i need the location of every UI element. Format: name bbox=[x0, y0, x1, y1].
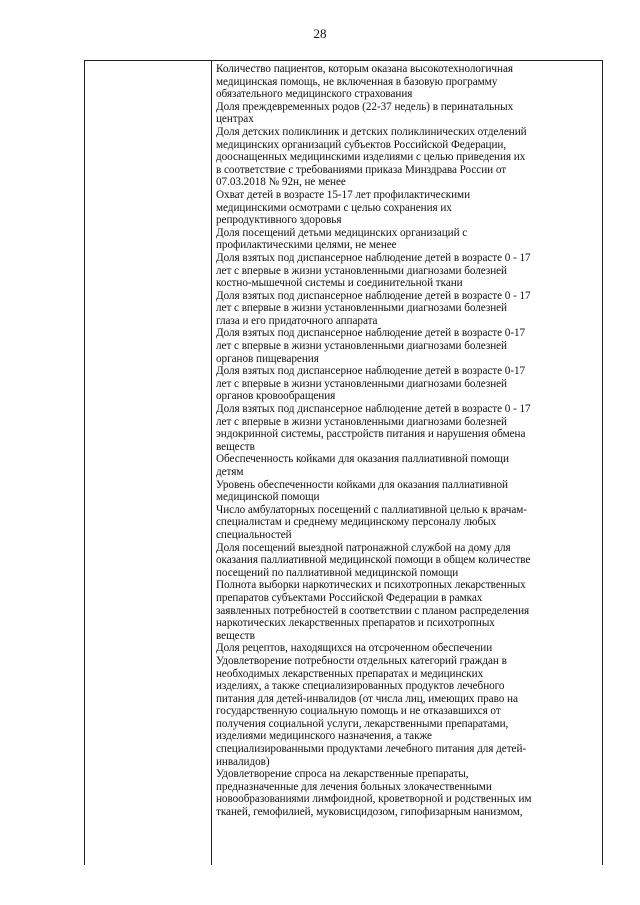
indicator-item bbox=[216, 453, 598, 478]
indicator-item bbox=[216, 227, 598, 252]
indicator-table bbox=[84, 60, 603, 865]
indicator-line: центрах bbox=[216, 113, 254, 126]
indicator-line: Обеспеченность койками для оказания паллиативной помощи bbox=[216, 453, 509, 466]
indicator-line: веществ bbox=[216, 440, 255, 453]
indicator-line: Число амбулаторных посещений с паллиативной целью к врачам- bbox=[216, 503, 527, 516]
indicator-line: костно-мышечной системы и соединительной ткани bbox=[216, 277, 463, 290]
indicator-line: глаза и его придаточного аппарата bbox=[216, 314, 378, 327]
indicator-item bbox=[216, 290, 598, 328]
empty-left-column bbox=[85, 61, 212, 865]
indicator-line: Удовлетворение спроса на лекарственные препараты, bbox=[216, 768, 469, 781]
indicator-line: Доля взятых под диспансерное наблюдение детей в возрасте 0-17 bbox=[216, 327, 526, 340]
indicator-line: детям bbox=[216, 466, 244, 478]
indicator-line: получения социальной услуги, лекарственными препаратами, bbox=[216, 717, 509, 730]
indicator-line: специальностей bbox=[216, 528, 292, 541]
indicator-line: инвалидов) bbox=[216, 755, 270, 768]
indicator-item bbox=[216, 403, 598, 453]
indicator-line: наркотических лекарственных препаратов и психотропных bbox=[216, 617, 495, 630]
indicator-line: Доля посещений детьми медицинских организаций с bbox=[216, 226, 468, 239]
indicator-item bbox=[216, 542, 598, 580]
indicator-item bbox=[216, 63, 598, 101]
indicator-line: Удовлетворение потребности отдельных категорий граждан в bbox=[216, 654, 507, 667]
indicator-line: препаратов субъектами Российской Федерации в рамках bbox=[216, 591, 483, 604]
indicator-line: органов пищеварения bbox=[216, 352, 319, 365]
indicator-line: изделиями медицинского назначения, а также bbox=[216, 730, 432, 743]
indicator-line: Количество пациентов, которым оказана высокотехнологичная bbox=[216, 63, 513, 75]
indicator-line: государственную социальную помощь и не отказавшихся от bbox=[216, 705, 501, 718]
indicator-line: Доля взятых под диспансерное наблюдение детей в возрасте 0-17 bbox=[216, 365, 526, 378]
indicator-line: специализированными продуктами лечебного питания для детей- bbox=[216, 743, 527, 756]
indicator-line: репродуктивного здоровья bbox=[216, 214, 342, 227]
indicator-line: медицинскими осмотрами с целью сохранения их bbox=[216, 201, 452, 214]
indicator-line: профилактическими целями, не менее bbox=[216, 239, 397, 252]
indicator-line: Уровень обеспеченности койками для оказания паллиативной bbox=[216, 478, 508, 491]
indicator-line: изделиях, а также специализированных продуктов лечебного bbox=[216, 680, 505, 693]
indicator-item bbox=[216, 479, 598, 504]
indicator-line: лет с впервые в жизни установленными диагнозами болезней bbox=[216, 415, 507, 428]
indicator-line: эндокринной системы, расстройств питания и нарушения обмена bbox=[216, 428, 526, 441]
indicator-line: лет с впервые в жизни установленными диагнозами болезней bbox=[216, 302, 507, 315]
indicator-item bbox=[216, 327, 598, 365]
indicator-item bbox=[216, 365, 598, 403]
indicator-item bbox=[216, 768, 598, 818]
indicator-line: Доля взятых под диспансерное наблюдение детей в возрасте 0 - 17 bbox=[216, 403, 531, 416]
indicator-line: оказания паллиативной медицинской помощи в общем количестве bbox=[216, 554, 531, 567]
indicator-item bbox=[216, 101, 598, 126]
indicator-item bbox=[216, 655, 598, 768]
indicator-item bbox=[216, 504, 598, 542]
indicator-item bbox=[216, 126, 598, 189]
indicator-line: медицинских организаций субъектов Российской Федерации, bbox=[216, 138, 507, 151]
indicator-line: веществ bbox=[216, 629, 255, 642]
indicator-line: органов кровообращения bbox=[216, 390, 336, 403]
indicator-item bbox=[216, 579, 598, 642]
indicator-line: обязательного медицинского страхования bbox=[216, 88, 413, 101]
indicator-line: посещений по паллиативной медицинской помощи bbox=[216, 566, 459, 579]
indicator-item bbox=[216, 189, 598, 227]
indicator-line: лет с впервые в жизни установленными диагнозами болезней bbox=[216, 340, 507, 353]
indicator-line: Охват детей в возрасте 15-17 лет профилактическими bbox=[216, 188, 471, 201]
indicator-line: Доля посещений выездной патронажной службой на дому для bbox=[216, 541, 511, 554]
indicator-item bbox=[216, 252, 598, 290]
indicator-line: лет с впервые в жизни установленными диагнозами болезней bbox=[216, 377, 507, 390]
indicator-line: предназначенные для лечения больных злокачественными bbox=[216, 780, 492, 793]
indicator-line: новообразованиями лимфоидной, кроветворной и родственных им bbox=[216, 793, 532, 806]
indicator-line: дооснащенных медицинскими изделиями с целью приведения их bbox=[216, 151, 526, 164]
indicator-list bbox=[212, 61, 602, 865]
indicator-line: тканей, гемофилией, муковисцидозом, гипофизарным нанизмом, bbox=[216, 806, 523, 819]
indicator-line: лет с впервые в жизни установленными диагнозами болезней bbox=[216, 264, 507, 277]
indicator-line: Доля детских поликлиник и детских поликлинических отделений bbox=[216, 125, 527, 138]
indicator-line: медицинской помощи bbox=[216, 491, 320, 504]
indicator-line: Полнота выборки наркотических и психотропных лекарственных bbox=[216, 579, 526, 592]
page-number: 28 bbox=[313, 26, 327, 41]
indicator-line: заявленных потребностей в соответствии с планом распределения bbox=[216, 604, 530, 617]
indicator-line: необходимых лекарственных препаратах и медицинских bbox=[216, 667, 484, 680]
indicator-line: специалистам и среднему медицинскому персоналу любых bbox=[216, 516, 497, 529]
indicator-line: 07.03.2018 № 92н, не менее bbox=[216, 176, 346, 189]
indicator-line: Доля преждевременных родов (22-37 недель) в перинатальных bbox=[216, 100, 514, 113]
indicator-line: Доля взятых под диспансерное наблюдение детей в возрасте 0 - 17 bbox=[216, 251, 531, 264]
indicator-line: Доля взятых под диспансерное наблюдение детей в возрасте 0 - 17 bbox=[216, 289, 531, 302]
indicator-line: Доля рецептов, находящихся на отсроченном обеспечении bbox=[216, 642, 493, 655]
indicator-line: в соответствие с требованиями приказа Минздрава России от bbox=[216, 163, 507, 176]
indicator-line: медицинская помощь, не включенная в базовую программу bbox=[216, 75, 498, 88]
indicator-line: питания для детей-инвалидов (от числа лиц, имеющих право на bbox=[216, 692, 518, 705]
indicator-item bbox=[216, 642, 598, 655]
